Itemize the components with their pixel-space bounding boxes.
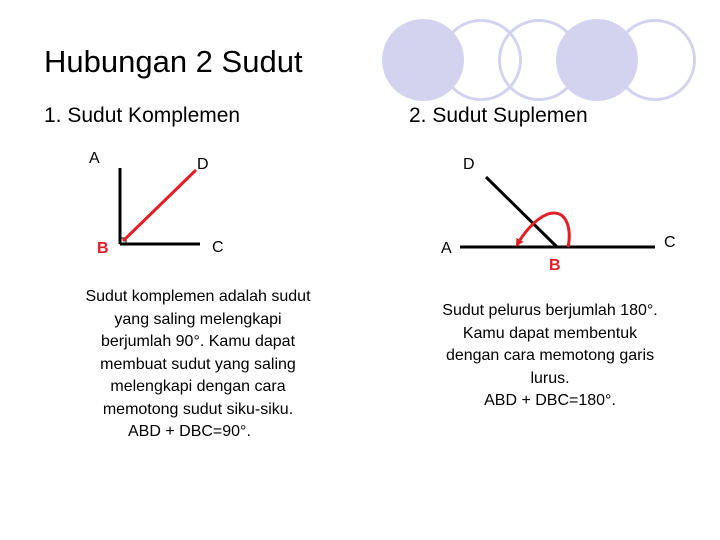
description-line: lurus. — [530, 369, 570, 387]
angle-arc-arrow — [517, 213, 569, 247]
slide-title: Hubungan 2 Sudut — [44, 44, 303, 79]
description-line: yang saling melengkapi — [114, 310, 282, 328]
suplemen-description — [404, 300, 696, 413]
komplemen-diagram — [120, 168, 200, 244]
label-d: D — [463, 156, 475, 173]
label-c: C — [212, 239, 224, 256]
description-line: ABD + DBC=180°. — [484, 392, 616, 409]
label-b: B — [97, 240, 109, 257]
description-line: dengan cara memotong garis — [445, 347, 655, 364]
description-line: Sudut pelurus berjumlah 180°. — [442, 302, 658, 319]
suplemen-diagram — [460, 177, 655, 247]
description-line: melengkapi dengan cara — [110, 378, 286, 395]
label-b: B — [549, 257, 561, 274]
heading-komplemen: 1. Sudut Komplemen — [44, 104, 241, 127]
ray-bd — [123, 170, 196, 241]
description-line: membuat sudut yang saling — [100, 355, 296, 373]
heading-suplemen: 2. Sudut Suplemen — [409, 104, 588, 127]
description-line: ABD + DBC=90°. — [128, 423, 251, 440]
komplemen-description — [56, 286, 340, 444]
label-a: A — [441, 240, 452, 257]
description-line: berjumlah 90°. Kamu dapat — [100, 333, 296, 350]
label-c: C — [664, 234, 676, 251]
label-a: A — [89, 150, 100, 167]
label-d: D — [197, 156, 209, 173]
description-line: Kamu dapat membentuk — [462, 324, 638, 342]
description-line: Sudut komplemen adalah sudut — [85, 288, 311, 305]
description-line: memotong sudut siku-siku. — [102, 400, 294, 418]
